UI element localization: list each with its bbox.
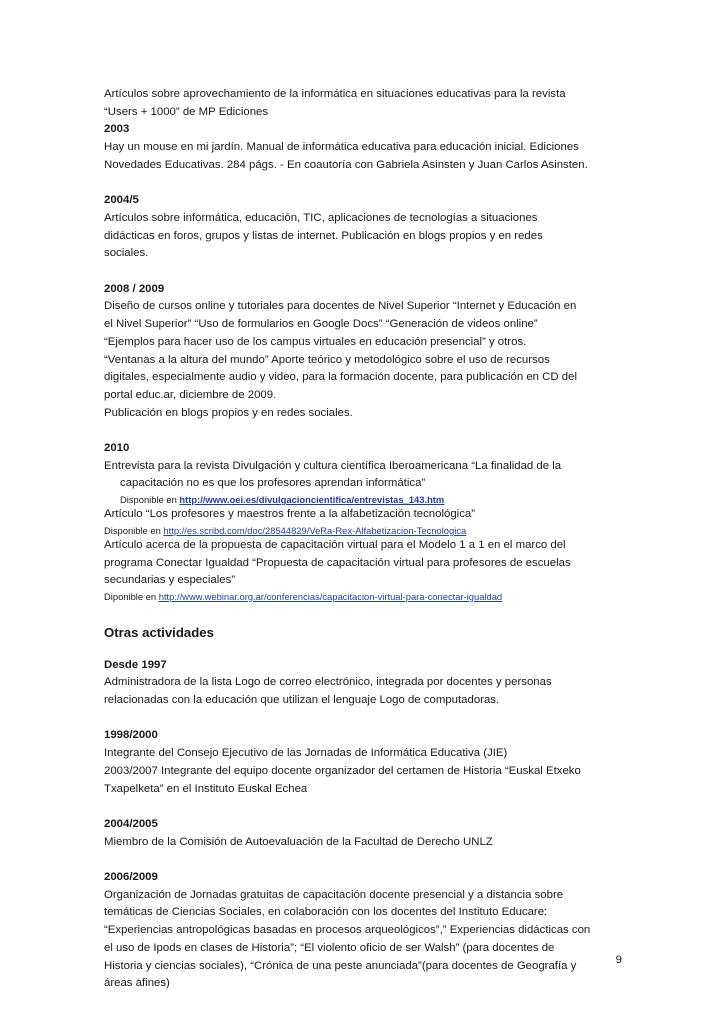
spacer: [104, 263, 628, 281]
spacer: [104, 422, 628, 440]
text-line: Entrevista para la revista Divulgación y cultura científica Iberoamericana “La finalidad de la: [104, 459, 562, 472]
text-line: secundarias y especiales”: [104, 574, 236, 587]
text-line: Txapelketa” en el Instituto Euskal Echea: [104, 782, 308, 795]
link-scribd-articulo[interactable]: http://es.scribd.com/doc/28544829/VeRa-Rex-Alfabetizacion-Tecnologica: [163, 524, 467, 536]
year-heading: 2008 / 2009: [104, 282, 165, 295]
link-oei-entrevista[interactable]: http://www.oei.es/divulgacioncientifica/entrevistas_143.htm: [179, 494, 445, 506]
availability-line: [104, 590, 628, 603]
text-line: “Experiencias antropológicas basadas en procesos arqueológicos”,” Experiencias didácticas con: [104, 924, 591, 937]
availability-label: Disponible en: [120, 494, 177, 506]
text-line: relacionadas con la educación que utilizan el lenguaje Logo de computadoras.: [104, 694, 500, 707]
spacer: [104, 603, 628, 621]
text-line: Artículos sobre informática, educación, TIC, aplicaciones de tecnologías a situaciones: [104, 211, 538, 224]
text-line: temáticas de Ciencias Sociales, en colaboración con los docentes del Instituto Educare:: [104, 906, 548, 919]
page-number: 9: [615, 954, 622, 966]
text-line: áreas afines): [104, 977, 170, 990]
text-line: Historia y ciencias sociales), “Crónica de una peste anunciada”(para docentes de Geografía y: [104, 959, 577, 972]
text-line: didácticas en foros, grupos y listas de internet. Publicación en blogs propios y en redes: [104, 229, 543, 242]
text-line: programa Conectar Igualdad “Propuesta de capacitación virtual para profesores de escuelas: [104, 556, 571, 569]
text-line: “Ventanas a la altura del mundo” Aporte teórico y metodológico sobre el uso de recursos: [104, 353, 550, 366]
text-line: Administradora de la lista Logo de correo electrónico, integrada por docentes y personas: [104, 676, 552, 689]
year-heading: 2004/5: [104, 194, 139, 207]
text-line: Hay un mouse en mi jardín. Manual de informática educativa para educación inicial. Ediciones: [104, 141, 579, 154]
page-content: [104, 86, 628, 993]
year-heading: 2010: [104, 442, 130, 455]
text-line: Novedades Educativas. 284 págs. - En coautoría con Gabriela Asinsten y Juan Carlos Asinsten.: [104, 158, 588, 171]
text-line: Diseño de cursos online y tutoriales para docentes de Nivel Superior “Internet y Educación en: [104, 300, 577, 313]
text-line: Artículo “Los profesores y maestros frente a la alfabetización tecnológica”: [104, 508, 476, 521]
spacer: [104, 851, 628, 869]
text-line: Artículo acerca de la propuesta de capacitación virtual para el Modelo 1 a 1 en el marco del: [104, 538, 566, 551]
text-line: Miembro de la Comisión de Autoevaluación de la Facultad de Derecho UNLZ: [104, 835, 493, 848]
text-line: el uso de Ipods en clases de Historia”; “El violento oficio de ser Walsh” (para docentes de: [104, 941, 555, 954]
text-line: digitales, especialmente audio y video, para la formación docente, para publicación en CD del: [104, 371, 577, 384]
availability-label: Diponible en: [104, 590, 157, 602]
text-line: Publicación en blogs propios y en redes sociales.: [104, 406, 353, 419]
text-line: el Nivel Superior” “Uso de formularios en Google Docs” “Generación de videos online”: [104, 318, 538, 331]
year-heading: 2004/2005: [104, 817, 158, 830]
year-heading: Desde 1997: [104, 658, 167, 671]
year-heading: 1998/2000: [104, 729, 158, 742]
year-heading: 2006/2009: [104, 871, 158, 884]
text-line: Integrante del Consejo Ejecutivo de las Jornadas de Informática Educativa (JIE): [104, 747, 508, 760]
text-line: portal educ.ar, diciembre de 2009.: [104, 388, 277, 401]
text-line: 2003/2007 Integrante del equipo docente organizador del certamen de Historia “Euskal Etxeko: [104, 764, 581, 777]
year-heading: 2003: [104, 123, 130, 136]
text-line: sociales.: [104, 247, 149, 260]
link-webinar-conferencia[interactable]: http://www.webinar.org.ar/conferencias/capacitacion-virtual-para-conectar-igualdad: [158, 590, 503, 602]
text-line: capacitación no es que los profesores aprendan informática”: [120, 477, 426, 490]
text-line: Artículos sobre aprovechamiento de la informática en situaciones educativas para la revista: [104, 88, 566, 100]
spacer: [104, 710, 628, 728]
availability-label: Disponible en: [104, 524, 161, 536]
spacer: [104, 798, 628, 816]
spacer: [104, 175, 628, 193]
text-line: Organización de Jornadas gratuitas de capacitación docente presencial y a distancia sobre: [104, 888, 564, 901]
availability-line: [104, 524, 628, 537]
section-title: Otras actividades: [104, 624, 214, 640]
availability-line: [104, 493, 628, 506]
text-line: “Ejemplos para hacer uso de los campus virtuales en educación presencial” y otros.: [104, 335, 527, 348]
text-line: “Users + 1000” de MP Ediciones: [104, 105, 269, 118]
